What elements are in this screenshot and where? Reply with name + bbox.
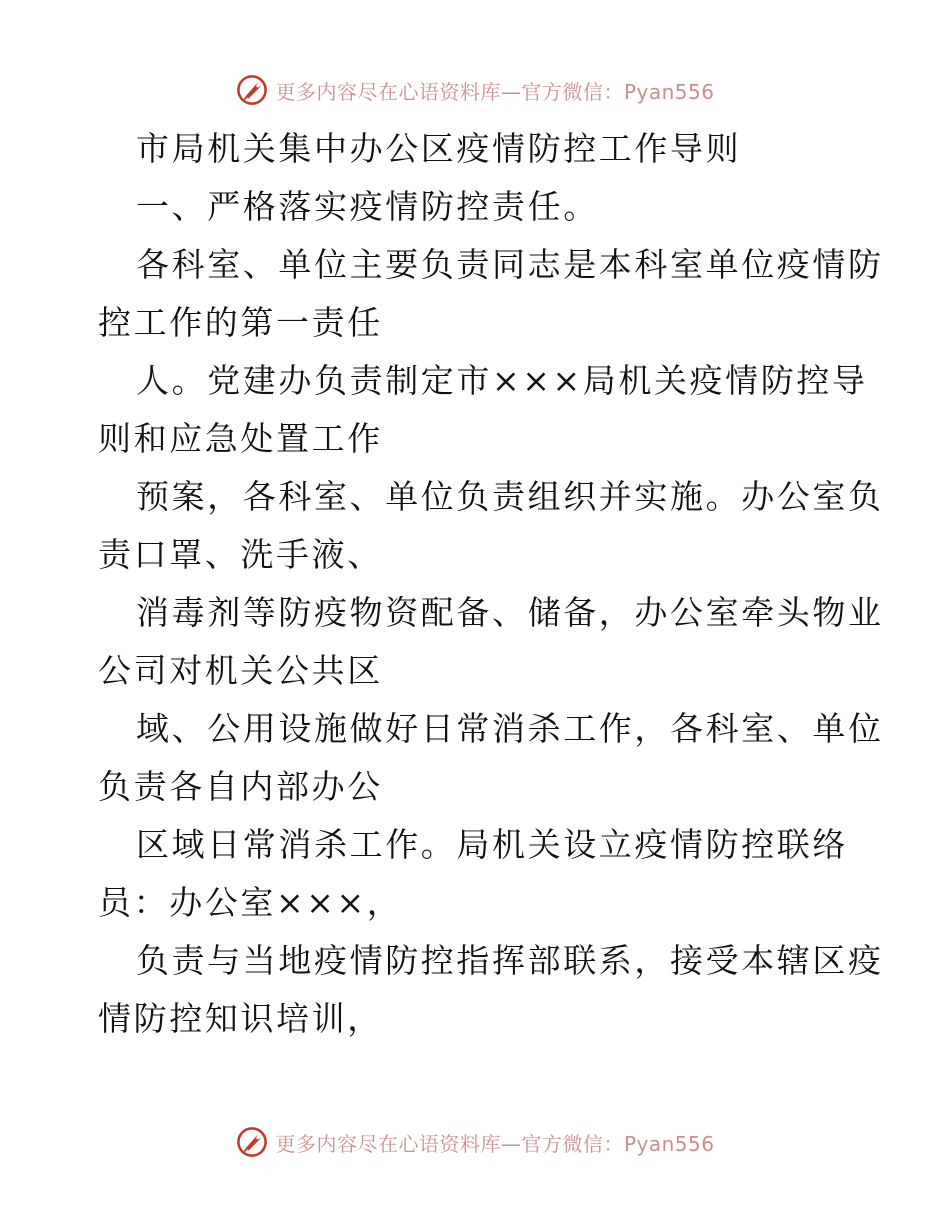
paragraph-line: 情防控知识培训， <box>98 999 383 1038</box>
document-body <box>98 120 884 1048</box>
paragraph-line: 公司对机关公共区 <box>98 651 383 690</box>
paragraph-line: 消毒剂等防疫物资配备、储备，办公室牵头物业 <box>136 593 884 632</box>
paragraph-line: 预案，各科室、单位负责组织并实施。办公室负 <box>136 477 884 516</box>
section-heading: 一、严格落实疫情防控责任。 <box>136 187 599 226</box>
pen-logo-icon <box>235 73 269 107</box>
paragraph-line: 负责各自内部办公 <box>98 767 383 806</box>
paragraph-line: 人。党建办负责制定市×××局机关疫情防控导 <box>136 361 868 400</box>
paragraph-line: 负责与当地疫情防控指挥部联系，接受本辖区疫 <box>136 941 884 980</box>
watermark-text: 更多内容尽在心语资料库—官方微信：Pyan556 <box>275 1131 715 1156</box>
paragraph-line: 区域日常消杀工作。局机关设立疫情防控联络 <box>136 825 848 864</box>
footer-watermark <box>0 1122 950 1162</box>
paragraph-line: 责口罩、洗手液、 <box>98 535 383 574</box>
paragraph-line: 域、公用设施做好日常消杀工作，各科室、单位 <box>136 709 884 748</box>
paragraph-line: 各科室、单位主要负责同志是本科室单位疫情防 <box>136 245 884 284</box>
paragraph-line: 控工作的第一责任 <box>98 303 383 342</box>
pen-logo-icon <box>235 1125 269 1159</box>
header-watermark <box>0 70 950 110</box>
paragraph-line: 则和应急处置工作 <box>98 419 383 458</box>
document-title: 市局机关集中办公区疫情防控工作导则 <box>136 129 742 168</box>
paragraph-line: 员：办公室×××， <box>98 883 403 922</box>
watermark-text: 更多内容尽在心语资料库—官方微信：Pyan556 <box>275 79 715 104</box>
